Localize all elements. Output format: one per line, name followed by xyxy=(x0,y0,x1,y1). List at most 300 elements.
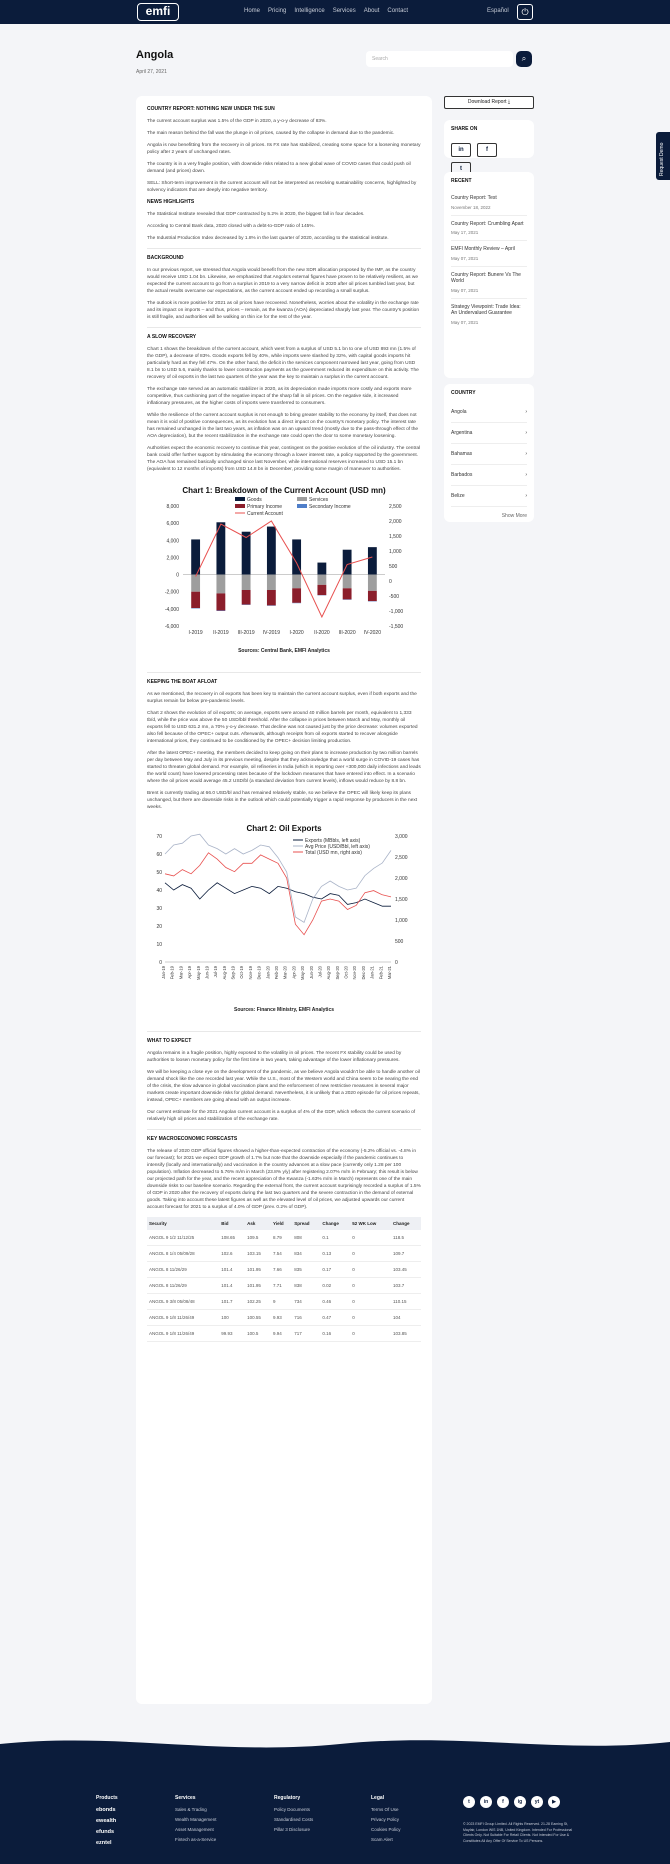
bar-services xyxy=(267,575,276,590)
table-cell: 102.25 xyxy=(245,1294,271,1310)
divider xyxy=(147,672,421,673)
y2-tick-label: 3,000 xyxy=(395,834,408,840)
recent-item[interactable] xyxy=(451,190,527,216)
table-cell: 100.55 xyxy=(245,1310,271,1326)
table-cell: 101.95 xyxy=(245,1278,271,1294)
paragraph: Chart 1 shows the breakdown of the current account, which went from a surplus of USD 5.1 bn to one of USD 893 mn (1.5% of the GDP), a decrease of 83%. Goods exports fell by 40%, while imports were slashed by 32%, with capital goods imports hit particularly hard as they fell 47%. On the other hand, the deficit in the services component narrowed last year, going from USD 8.1 bn to USD 5.6, mainly thanks to lower construction payments as the government reduced its expenditure on this activity. The recovery of oil exports in the last two quarters of the year was the key to maintain a surplus in the current account. xyxy=(147,347,419,380)
table-header-row xyxy=(147,1217,421,1230)
table-header-cell: Yield xyxy=(271,1217,292,1230)
x-tick-label: Oct-19 xyxy=(239,966,245,979)
country-item[interactable] xyxy=(451,444,527,465)
bar-services xyxy=(191,575,200,592)
x-tick-label: IV-2020 xyxy=(363,630,381,636)
copyright-text: © 2023 EMFI Group Limited. All Rights Reserved. 21-28 Eaming St, Mayfair, London WIS 1NB, United Kingdom. Intended For Professional Clients Only. Not Suitable For Retail Clients. Not Intended For Use & Constitutes All Any Offer Of Service To US Persons. xyxy=(463,1822,573,1843)
x-tick-label: Mar-20 xyxy=(282,966,288,980)
country-name: Argentina xyxy=(451,430,473,436)
section-title: COUNTRY REPORT: NOTHING NEW UNDER THE SUN xyxy=(147,106,275,112)
recent-item-date: May 07, 2021 xyxy=(451,255,479,261)
x-tick-label: Feb-19 xyxy=(169,966,175,980)
table-cell: 717 xyxy=(292,1326,320,1342)
facebook-icon[interactable]: f xyxy=(497,1796,509,1808)
table-cell: 100 xyxy=(219,1310,245,1326)
emfi-logo[interactable]: emfi xyxy=(137,3,179,21)
table-cell: ANGOL 9 1/8 11/26/49 xyxy=(147,1310,219,1326)
paragraph: The release of 2020 GDP official figures showed a higher-than-expected contraction of the economy (-5.2% official vs. -4.8% in our forecast); for 2021 we expect GDP growth of 1.7% but note that the downside especially if the pandemic continues to intensify (locally and internationally) and vaccination in the country advances at a slow pace (currently only 1.28 per 100 population). Inflation decreased to 5.76% m/m in March (23.8% y/y) after registering 2.07% m/m in February; this result is below our projected path for the year, and the recent appreciation of the Kwanza (-1.63% m/m in March) represents one of the main downside risks to our baseline scenario. Regarding the external front, the current account surprisingly recorded a surplus of 1.5% of GDP in 2020 after the recovery of exports during the last two quarters and the severe contraction in the demand of external goods. Taking into account these latest figures as well as the elevated level of oil prices, we adjusted upwards our current account forecast for 2021 to a surplus of 4.0% of GDP (prev. 0.2% of GDP). xyxy=(147,1149,421,1210)
footer-product-link[interactable]: efunds xyxy=(96,1829,115,1835)
legend-label: Total (USD mn, right axis) xyxy=(305,850,362,856)
y2-tick-label: 500 xyxy=(395,939,404,945)
chart-oil-exports xyxy=(147,822,421,1014)
y-tick-label: 40 xyxy=(156,888,162,894)
table-cell: 0 xyxy=(350,1294,391,1310)
paragraph: According to Central Bank data, 2020 closed with a debt-to-GDP ratio of 145%. xyxy=(147,224,315,229)
paragraph: The outlook is more positive for 2021 as oil prices have recovered. Nonetheless, worries about the volatility in the exchange rate and its impact on imports – and thus, prices – remain, as the kwanza (AOA) depreciated sharply last year. The country's position is still fragile, and authorities will be walking on thin ice for the rest of the year. xyxy=(147,301,419,320)
table-cell: 0 xyxy=(350,1326,391,1342)
legend-label: Goods xyxy=(247,497,262,503)
y2-tick-label: -500 xyxy=(389,594,400,600)
table-cell: 8.79 xyxy=(271,1230,292,1246)
legend-label: Avg Price (USD/Bbl, left axis) xyxy=(305,844,370,850)
chart-title: Chart 1: Breakdown of the Current Account (USD mn) xyxy=(182,486,386,495)
country-name: Angola xyxy=(451,409,467,415)
y2-tick-label: -1,500 xyxy=(389,624,404,630)
y2-tick-label: 1,000 xyxy=(395,918,408,924)
paragraph: The Statistical Institute revealed that GDP contracted by 5.2% in 2020, the biggest fall in four decades. xyxy=(147,212,365,217)
chart-title: Chart 2: Oil Exports xyxy=(246,824,322,833)
footer-legal-title: Legal xyxy=(371,1795,385,1801)
nav-links xyxy=(244,8,408,14)
bar-goods xyxy=(267,527,276,575)
paragraph: We will be keeping a close eye on the development of the pandemic, as we believe Angola wouldn't be able to handle another oil demand shock like the one recorded last year. While the U.S., most of the Western world and China seem to be nearing the end of the crisis, the slow advance in global vaccination plans and the enforcement of new restrictive measures in several major markets create important downside risks for global demand. Nevertheless, it is unlikely that a 2020 episode for oil prices repeats, instead, OPEC+ members are going ahead with an output increase. xyxy=(147,1070,420,1103)
recent-item-title: EMFI Monthly Review – April xyxy=(451,246,515,252)
table-cell: 101.95 xyxy=(245,1262,271,1278)
footer-products-title: Products xyxy=(96,1795,118,1801)
y2-tick-label: 1,500 xyxy=(395,897,408,903)
country-item[interactable] xyxy=(451,402,527,423)
footer-legal-link[interactable]: Privacy Policy xyxy=(371,1817,400,1822)
legend-swatch xyxy=(235,504,245,508)
footer-service-link[interactable]: Wealth Management xyxy=(175,1817,217,1822)
chevron-right-icon: › xyxy=(525,472,527,478)
power-icon[interactable]: ⏻ xyxy=(517,4,533,20)
divider xyxy=(147,248,421,249)
x-tick-label: Mar-21 xyxy=(387,966,392,980)
table-row[interactable] xyxy=(147,1326,421,1342)
paragraph: Authorities expect the economic recovery to continue this year, contingent on the positive evolution of the oil industry. The central bank could offer further support by stimulating the economy through a lower interest rate, a policy supported by the government. The AOA has remained basically unchanged since last November, while international reserves increased to USD 15.1 bn (equivalent to 12 months of imports) from USD 14.8 bn in December, providing some margin of maneuver to authorities. xyxy=(147,446,421,472)
recent-item-date: May 07, 2021 xyxy=(451,287,479,293)
table-cell: 99.93 xyxy=(219,1326,245,1342)
bar-primary-income xyxy=(267,590,276,605)
nav-link-services[interactable]: Services xyxy=(332,8,356,14)
x-tick-label: Jun-19 xyxy=(204,966,210,979)
footer-products xyxy=(96,1795,118,1851)
paragraph: Chart 2 shows the evolution of oil exports; on average, exports were around 40 million barrels per month, equivalent to 1,333 tb/d, while the price was above the 50 USD/bbl threshold. After the collapse in prices between March and May, monthly oil exports fell to USD 631.2 mn, a 70% y-o-y decrease. That decline was not caused just by the price decrease: volumes exported also fell because of the OPEC+ output cuts. Afterwards, although receipts from oil exports started to recover alongside international prices, they continued to be conditioned by the OPEC+ decision limiting production. xyxy=(147,711,418,744)
table-cell: ANGOL 9 1/8 11/26/49 xyxy=(147,1326,219,1342)
table-cell: 7.66 xyxy=(271,1262,292,1278)
page-date: April 27, 2021 xyxy=(136,69,167,75)
show-more-link[interactable]: Show More xyxy=(501,513,527,519)
x-tick-label: Jun-20 xyxy=(308,966,314,979)
download-label: Download Report xyxy=(467,99,507,105)
table-cell: 0.13 xyxy=(320,1246,350,1262)
x-tick-label: Jul-19 xyxy=(213,966,219,978)
share-card xyxy=(444,120,534,172)
paragraph: SELL: Short-term improvement in the current account will not be interpreted as resolving sustainability concerns, highlighted by solvency indicators that are deeply into negative territory. xyxy=(147,181,417,193)
table-row[interactable] xyxy=(147,1294,421,1310)
footer-regulatory-link[interactable]: Pillar 3 Disclosure xyxy=(274,1827,311,1832)
x-tick-label: Nov-19 xyxy=(247,966,253,980)
x-tick-label: Nov-20 xyxy=(352,966,358,980)
y2-tick-label: 2,500 xyxy=(389,504,402,510)
table-cell: 0.16 xyxy=(320,1326,350,1342)
x-tick-label: Dec-19 xyxy=(256,966,262,980)
table-cell: 109.5 xyxy=(245,1230,271,1246)
section-title: NEWS HIGHLIGHTS xyxy=(147,199,195,205)
country-item[interactable] xyxy=(451,465,527,486)
paragraph: The main reason behind the fall was the plunge in oil prices, caused by the collapse in demand due to the pandemic. xyxy=(147,131,395,136)
recent-item[interactable] xyxy=(451,241,527,267)
y-tick-label: 10 xyxy=(156,942,162,948)
x-tick-label: I-2019 xyxy=(188,630,203,636)
chart-source: Sources: Finance Ministry, EMFI Analytics xyxy=(233,1007,335,1013)
paragraph: Our current estimate for the 2021 Angolan current account is a surplus of 4% of the GDP, which reflects the current scenario of relatively high oil prices and stabilization of the exchange rate. xyxy=(147,1110,416,1122)
y2-tick-label: 500 xyxy=(389,564,398,570)
table-cell: 0.02 xyxy=(320,1278,350,1294)
footer-legal xyxy=(371,1795,401,1847)
table-cell: 734 xyxy=(292,1294,320,1310)
table-cell: 0 xyxy=(350,1230,391,1246)
search-input[interactable]: Search xyxy=(366,51,513,67)
x-tick-label: Apr-19 xyxy=(187,966,193,979)
table-cell: 0 xyxy=(350,1246,391,1262)
x-tick-label: Jan-19 xyxy=(161,966,166,979)
table-cell: 103.7 xyxy=(391,1278,421,1294)
table-row[interactable] xyxy=(147,1310,421,1326)
legend-label: Current Account xyxy=(247,511,283,517)
x-tick-label: Jan-21 xyxy=(369,966,375,979)
request-demo-label: Request Demo xyxy=(659,142,665,176)
y2-tick-label: 2,000 xyxy=(389,519,402,525)
recent-item-title: Country Report: Bunere Vs The World xyxy=(451,271,521,284)
table-row[interactable] xyxy=(147,1246,421,1262)
y2-tick-label: 2,500 xyxy=(395,855,408,861)
x-tick-label: Aug-20 xyxy=(326,966,332,980)
table-cell: 835 xyxy=(292,1262,320,1278)
section-title: BACKGROUND xyxy=(147,255,184,261)
chevron-right-icon: › xyxy=(525,493,527,499)
x-tick-label: III-2020 xyxy=(338,630,356,636)
recent-item-date: May 17, 2021 xyxy=(451,230,479,235)
x-tick-label: May-19 xyxy=(195,966,201,980)
bar-services xyxy=(317,575,326,585)
search-icon[interactable]: ⌕ xyxy=(516,51,532,67)
footer-legal-link[interactable]: Cookies Policy xyxy=(371,1827,401,1832)
legend-label: Exports (MBbls, left axis) xyxy=(305,838,361,844)
table-cell: 100.5 xyxy=(245,1326,271,1342)
table-cell: 838 xyxy=(292,1278,320,1294)
table-body xyxy=(147,1230,421,1342)
paragraph: Brent is currently trading at 66.0 USD/bl and has remained relatively stable, so we believe the OPEC will likely keep its plans unchanged, but there are downside risks in the outlook which could potentially trigger a rapid response by producers in the next weeks. xyxy=(147,791,418,810)
youtube-icon[interactable]: yt xyxy=(531,1796,543,1808)
table-cell: 109.7 xyxy=(391,1246,421,1262)
x-tick-label: Mar-19 xyxy=(178,966,184,980)
x-tick-label: Jul-20 xyxy=(317,966,323,978)
y2-tick-label: 0 xyxy=(389,579,392,585)
footer-legal-link[interactable]: Terms Of Use xyxy=(371,1807,399,1812)
nav-link-about[interactable]: About xyxy=(363,8,380,14)
table-cell: 0 xyxy=(350,1310,391,1326)
table-cell: 118.5 xyxy=(391,1230,421,1246)
x-tick-label: IV-2019 xyxy=(262,630,280,636)
y-tick-label: -2,000 xyxy=(164,589,179,596)
recent-item-title: Country Report: Crumbling Apart xyxy=(451,220,524,227)
recent-item[interactable] xyxy=(451,216,527,242)
y-tick-label: 6,000 xyxy=(166,521,179,528)
twitter-icon[interactable]: t xyxy=(463,1796,475,1808)
series-line xyxy=(165,853,391,935)
y2-tick-label: -1,000 xyxy=(389,609,404,615)
footer-legal-link[interactable]: Scam Alert xyxy=(371,1837,393,1842)
table-cell: 0.46 xyxy=(320,1294,350,1310)
share-title: SHARE ON xyxy=(451,126,478,132)
recent-item-title: Strategy Viewpoint: Trade Idea: An Undervalued Guarantee xyxy=(451,303,521,316)
table-cell: 101.7 xyxy=(219,1294,245,1310)
y-tick-label: -6,000 xyxy=(164,624,179,630)
paragraph: As we mentioned, the recovery in oil exports has been key to maintain the current account surplus, even if both exports and the surplus remain far below pre-pandemic levels. xyxy=(147,692,417,704)
table-header-cell: Security xyxy=(147,1217,219,1230)
footer-services xyxy=(175,1795,216,1847)
table-cell: 0 xyxy=(350,1262,391,1278)
table-cell: 716 xyxy=(292,1310,320,1326)
table-cell: ANGOL 9 1/2 11/12/25 xyxy=(147,1230,219,1246)
bar-goods xyxy=(317,563,326,575)
table-cell: 110.15 xyxy=(391,1294,421,1310)
legend-swatch xyxy=(235,497,245,501)
footer-regulatory-link[interactable]: Policy Documents xyxy=(274,1807,311,1812)
y-tick-label: 50 xyxy=(156,870,162,876)
x-tick-label: I-2020 xyxy=(289,630,304,636)
language-switch[interactable]: Español xyxy=(487,8,509,14)
legend-swatch xyxy=(297,497,307,501)
bar-services xyxy=(216,575,225,594)
bar-services xyxy=(242,575,251,590)
y-tick-label: 70 xyxy=(156,834,162,840)
y2-tick-label: 0 xyxy=(395,960,398,966)
table-cell: 9.94 xyxy=(271,1326,292,1342)
bar-services xyxy=(292,575,301,589)
paragraph: The current account surplus was 1.5% of the GDP in 2020, a y-o-y decrease of 83%. xyxy=(147,119,327,124)
table-cell: 0.47 xyxy=(320,1310,350,1326)
country-item[interactable] xyxy=(451,486,527,507)
paragraph: Angola is now benefitting from the recovery in oil prices. Its FX rate has stabilized, creating some space for a loosening monetary policy after 2 years of unchanged rates. xyxy=(147,143,421,155)
paragraph: The exchange rate served as an automatic stabilizer in 2020, as its depreciation made imports more costly and exports more competitive, thus cushioning part of the negative impact of the sharp fall in oil prices. On the negative side, it increased inflationary pressures, as the higher costs of imports were transferred to consumers. xyxy=(147,387,412,406)
article-card xyxy=(136,96,432,1704)
twitter-icon[interactable]: t xyxy=(451,162,471,176)
chart-current-account xyxy=(147,484,421,655)
recent-item[interactable] xyxy=(451,267,527,299)
footer-regulatory-title: Regulatory xyxy=(274,1795,301,1801)
legend-label: Primary Income xyxy=(247,504,283,510)
table-row[interactable] xyxy=(147,1278,421,1294)
footer-regulatory-link[interactable]: Standardised Costs xyxy=(274,1817,314,1822)
linkedin-icon[interactable]: in xyxy=(480,1796,492,1808)
table-cell: 101.4 xyxy=(219,1278,245,1294)
table-cell: 103.85 xyxy=(391,1326,421,1342)
paragraph: While the resilience of the current account surplus is not enough to bring greater stability to the economy by itself, that does not mean it is void of positive consequences, as its evolution has a direct impact on the country's monetary policy. The interest rate has remained unchanged in the last two years, as inflation was on an upward trend (mostly due to the pass-through effect of the AOA depreciation), but the recent stabilization in the exchange rate could open the door to some monetary loosening. xyxy=(147,413,419,439)
footer-product-link[interactable]: ezntel xyxy=(96,1840,112,1846)
y-tick-label: 2,000 xyxy=(166,555,179,562)
table-header-cell: Bid xyxy=(219,1217,245,1230)
country-item[interactable] xyxy=(451,423,527,444)
y2-tick-label: 2,000 xyxy=(395,876,408,882)
table-row[interactable] xyxy=(147,1262,421,1278)
country-card xyxy=(444,384,534,522)
x-tick-label: Feb-21 xyxy=(378,966,384,980)
country-name: Bahamas xyxy=(451,451,473,457)
bar-services xyxy=(343,575,352,589)
footer-product-link[interactable]: ewealth xyxy=(96,1818,117,1824)
legend-label: Secondary Income xyxy=(309,504,351,510)
chart-source: Sources: Central Bank, EMFI Analytics xyxy=(238,648,330,654)
y-tick-label: 60 xyxy=(156,852,162,858)
recent-card xyxy=(444,172,534,378)
paragraph: Angola remains in a fragile position, highly exposed to the volatility in oil prices. The recent FX stability could be used by authorities to loosen monetary policy for the first time in two years, taking advantage of the lower inflationary pressures. xyxy=(147,1051,402,1063)
paragraph: The country is in a very fragile position, with downside risks related to a new global wave of COVID cases that could push oil demand (and prices) down. xyxy=(147,162,411,174)
y-tick-label: 4,000 xyxy=(166,538,179,545)
x-tick-label: Sep-20 xyxy=(334,966,340,980)
x-tick-label: May-20 xyxy=(300,966,306,980)
recent-item-date: November 18, 2022 xyxy=(451,204,491,210)
table-cell: 104 xyxy=(391,1310,421,1326)
x-tick-label: III-2019 xyxy=(237,630,255,636)
chevron-right-icon: › xyxy=(525,451,527,457)
nav-link-contact[interactable]: Contact xyxy=(387,8,409,14)
y2-tick-label: 1,500 xyxy=(389,534,402,540)
x-tick-label: II-2020 xyxy=(314,630,330,636)
bar-goods xyxy=(368,547,377,574)
chevron-right-icon: › xyxy=(525,430,527,436)
x-tick-label: II-2019 xyxy=(213,630,229,636)
bar-primary-income xyxy=(191,592,200,608)
play-icon[interactable]: ▶ xyxy=(548,1796,560,1808)
footer-service-link[interactable]: Asset Management xyxy=(175,1827,214,1832)
paragraph: In our previous report, we stressed that Angola would benefit from the new SDR allocation proposed by the IMF, as the country would receive USD 1.04 bn. Likewise, we emphasized that Angola's external figures have proven to be relatively resilient, as we expected the current account to go from a surplus in 2019 to a very narrow deficit in 2020 after oil prices tumbled last year, but the actual results overcame our expectations, as the current account ended up recording a small surplus. xyxy=(147,268,419,294)
divider xyxy=(147,1031,421,1032)
table-header-cell: Change xyxy=(391,1217,421,1230)
x-tick-label: Feb-20 xyxy=(274,966,279,980)
country-name: Barbados xyxy=(451,472,473,478)
footer-service-link[interactable]: Fintech as-a-Service xyxy=(175,1837,217,1842)
table-cell: 103.15 xyxy=(245,1246,271,1262)
instagram-icon[interactable]: ig xyxy=(514,1796,526,1808)
footer-service-link[interactable]: Sales & Trading xyxy=(175,1807,207,1812)
section-title: KEY MACROECONOMIC FORECASTS xyxy=(147,1136,238,1142)
divider xyxy=(147,327,421,328)
footer-product-link[interactable]: ebonds xyxy=(96,1807,116,1813)
y-tick-label: 0 xyxy=(159,960,162,966)
table-header-cell: Change xyxy=(320,1217,350,1230)
table-header-cell: Ask xyxy=(245,1217,271,1230)
y-tick-label: 30 xyxy=(156,906,162,912)
table-cell: 808 xyxy=(292,1230,320,1246)
bar-primary-income xyxy=(368,591,377,601)
recent-item-title: Country Report: Test xyxy=(451,195,497,201)
y-tick-label: 20 xyxy=(156,924,162,930)
table-cell: ANGOL 8 11/26/29 xyxy=(147,1278,219,1294)
y-tick-label: -4,000 xyxy=(164,606,179,613)
bar-primary-income xyxy=(242,590,251,605)
table-cell: 102.6 xyxy=(219,1246,245,1262)
table-cell: 101.4 xyxy=(219,1262,245,1278)
bond-table xyxy=(147,1217,421,1342)
table-cell: 7.71 xyxy=(271,1278,292,1294)
table-cell: ANGOL 8 11/26/29 xyxy=(147,1262,219,1278)
nav-link-home[interactable]: Home xyxy=(244,8,261,14)
section-title: WHAT TO EXPECT xyxy=(147,1038,192,1044)
nav-link-pricing[interactable]: Pricing xyxy=(268,8,287,14)
divider xyxy=(147,1129,421,1130)
x-tick-label: Apr-20 xyxy=(291,966,297,979)
bar-primary-income xyxy=(317,585,326,595)
facebook-icon[interactable]: f xyxy=(477,143,497,157)
bar-primary-income xyxy=(343,588,352,599)
table-header-cell: Spread xyxy=(292,1217,320,1230)
table-cell: 0.1 xyxy=(320,1230,350,1246)
download-icon: ⤓ xyxy=(507,99,511,105)
table-cell: 103.45 xyxy=(391,1262,421,1278)
y2-tick-label: 1,000 xyxy=(389,549,402,555)
x-tick-label: Sep-19 xyxy=(230,966,236,980)
table-cell: 834 xyxy=(292,1246,320,1262)
paragraph: After the latest OPEC+ meeting, the members decided to keep going on their plans to increase production by two million barrels per day between May and July in its previous meeting, despite that they acknowledge that a world surge in COVID-19 cases has started to threaten global demand. For example, oil refineries in India (which is reporting over +300,000 daily infections and leads the world count) have lowered processing rates because of the lockdown measures that have entered into effect. In a scenario where the oil prices would average 45.2 USD/bl (a standard deviation from current levels), inflows would reduce by 8.8 bn. xyxy=(147,751,421,784)
table-row[interactable] xyxy=(147,1230,421,1246)
bar-services xyxy=(368,575,377,591)
country-title: COUNTRY xyxy=(451,390,476,396)
linkedin-icon[interactable]: in xyxy=(451,143,471,157)
nav-link-intelligence[interactable]: Intelligence xyxy=(294,8,325,14)
legend-label: Services xyxy=(309,497,329,503)
section-title: A SLOW RECOVERY xyxy=(147,334,197,340)
table-cell: ANGOL 9 3/8 05/08/48 xyxy=(147,1294,219,1310)
x-tick-label: Aug-19 xyxy=(221,966,227,980)
table-cell: 9.93 xyxy=(271,1310,292,1326)
x-tick-label: Jan-20 xyxy=(265,966,271,979)
article-body xyxy=(147,106,421,1342)
x-tick-label: Oct-20 xyxy=(343,966,349,979)
recent-item-date: May 07, 2021 xyxy=(451,319,479,325)
request-demo-tab[interactable] xyxy=(656,132,670,180)
table-cell: 108.65 xyxy=(219,1230,245,1246)
table-cell: 0.17 xyxy=(320,1262,350,1278)
download-report-button[interactable] xyxy=(444,96,534,109)
bar-primary-income xyxy=(292,588,301,603)
bar-goods xyxy=(242,532,251,575)
page-title: Angola xyxy=(136,49,174,61)
top-nav xyxy=(0,0,670,24)
legend-swatch xyxy=(297,504,307,508)
table-cell: ANGOL 8 1/4 05/09/28 xyxy=(147,1246,219,1262)
table-cell: 7.54 xyxy=(271,1246,292,1262)
footer-services-title: Services xyxy=(175,1795,196,1801)
y-tick-label: 8,000 xyxy=(166,504,179,510)
table-cell: 9 xyxy=(271,1294,292,1310)
paragraph: The Industrial Production Index decreased by 1.8% in the last quarter of 2020, according to the statistical institute. xyxy=(147,236,389,241)
recent-title: RECENT xyxy=(451,178,472,184)
section-title: KEEPING THE BOAT AFLOAT xyxy=(147,679,218,685)
footer-regulatory xyxy=(274,1795,313,1837)
bar-primary-income xyxy=(216,593,225,610)
recent-item[interactable] xyxy=(451,299,527,330)
